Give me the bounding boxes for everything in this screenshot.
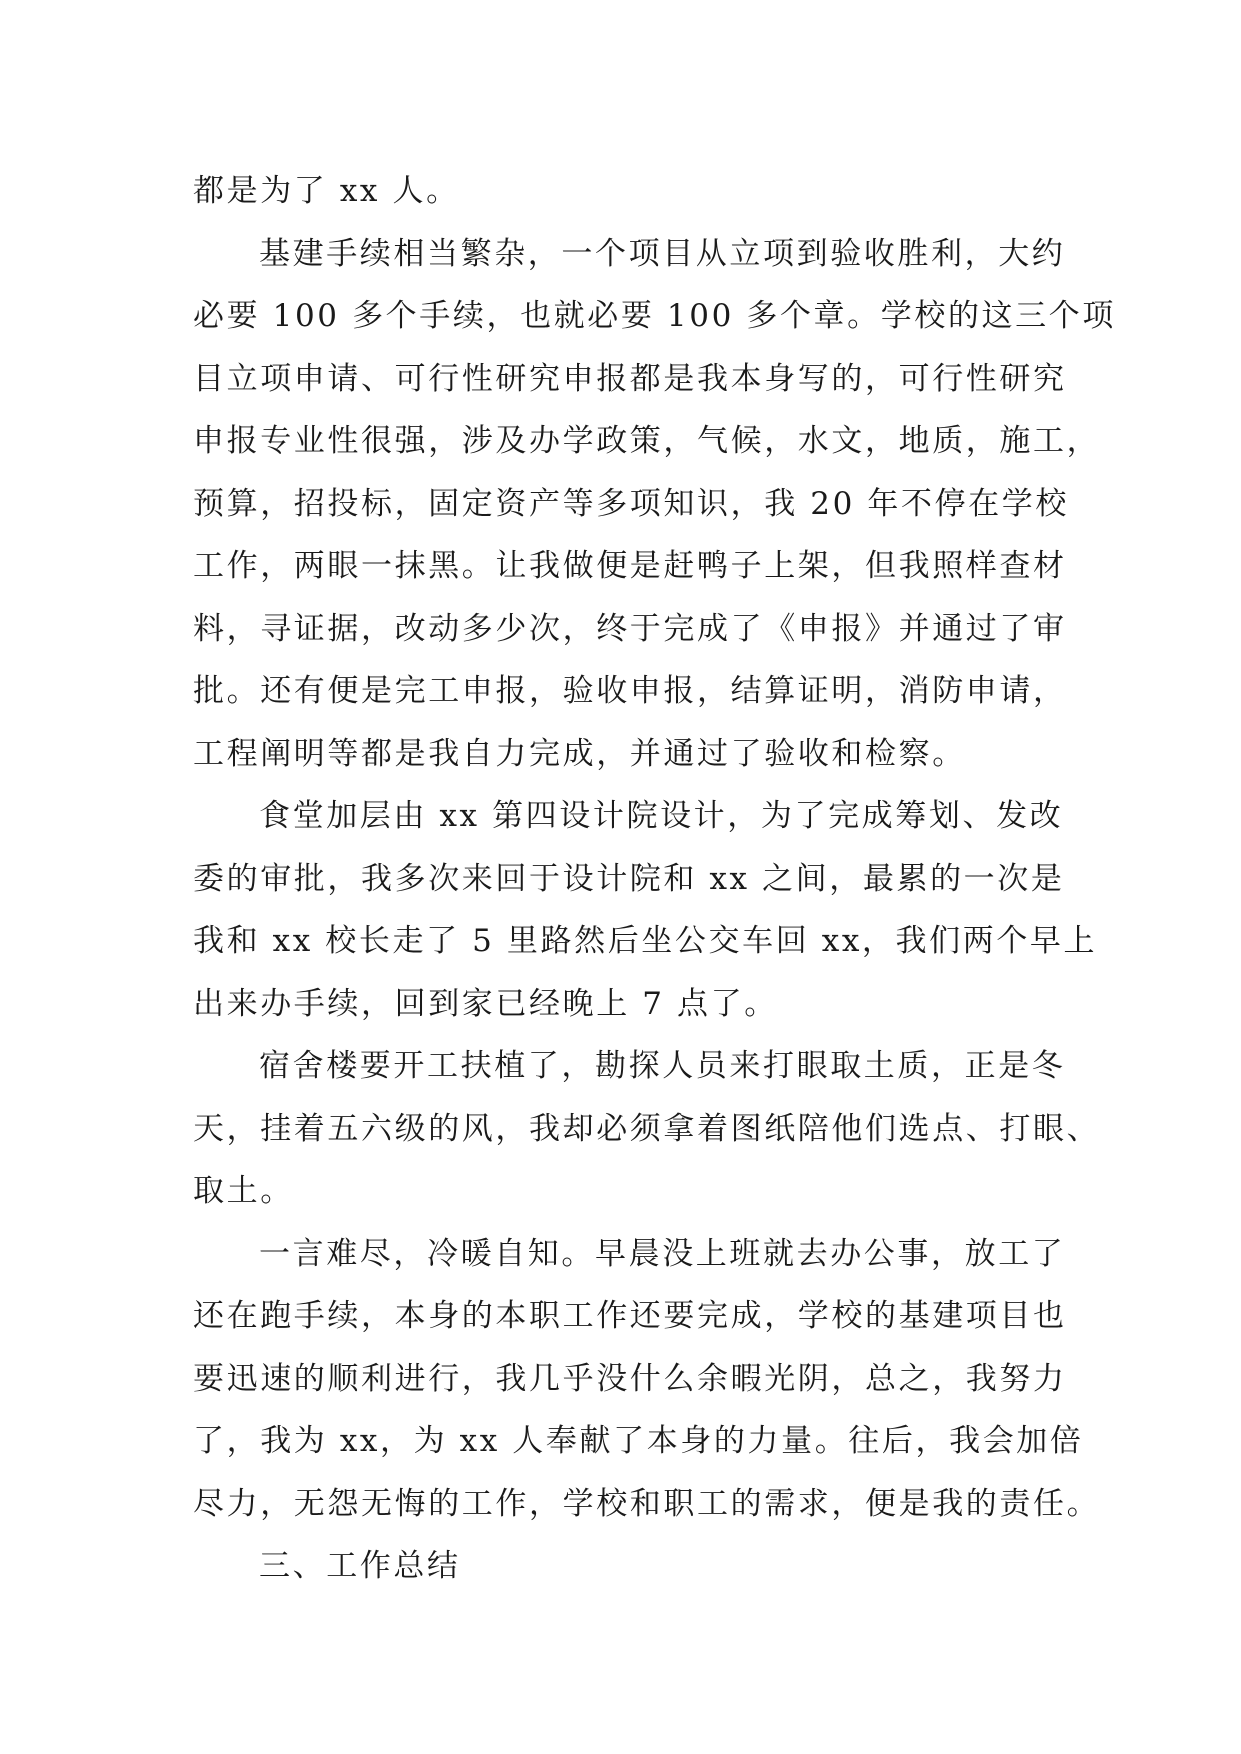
text-line: 了，我为 xx，为 xx 人奉献了本身的力量。往后，我会加倍: [193, 1423, 1084, 1459]
text-line: 宿舍楼要开工扶植了，勘探人员来打眼取土质，正是冬: [259, 1048, 1066, 1084]
text-line: 我和 xx 校长走了 5 里路然后坐公交车回 xx，我们两个早上: [193, 923, 1098, 959]
text-line: 取土。: [193, 1173, 294, 1209]
text-line: 预算，招投标，固定资产等多项知识，我 20 年不停在学校: [193, 485, 1069, 522]
text-line: 工程阐明等都是我自力完成，并通过了验收和检察。: [193, 735, 966, 772]
text-line: 一言难尽，冷暖自知。早晨没上班就去办公事，放工了: [259, 1235, 1066, 1272]
text-line: 食堂加层由 xx 第四设计院设计，为了完成筹划、发改: [259, 798, 1064, 834]
text-line: 批。还有便是完工申报，验收申报，结算证明，消防申请，: [193, 673, 1067, 709]
section-heading: 三、工作总结: [259, 1548, 461, 1584]
text-line: 委的审批，我多次来回于设计院和 xx 之间，最累的一次是: [193, 860, 1065, 897]
text-line: 工作，两眼一抹黑。让我做便是赶鸭子上架，但我照样查材: [193, 548, 1067, 584]
text-line: 目立项申请、可行性研究申报都是我本身写的，可行性研究: [193, 360, 1067, 397]
text-line: 还在跑手续，本身的本职工作还要完成，学校的基建项目也: [193, 1298, 1067, 1334]
text-line: 都是为了 xx 人。: [193, 173, 460, 209]
text-line: 必要 100 多个手续，也就必要 100 多个章。学校的这三个项: [193, 298, 1116, 334]
text-line: 申报专业性很强，涉及办学政策，气候，水文，地质，施工，: [193, 423, 1101, 459]
document-body: [193, 160, 1116, 1598]
text-line: 尽力，无怨无悔的工作，学校和职工的需求，便是我的责任。: [193, 1485, 1101, 1522]
text-line: 天，挂着五六级的风，我却必须拿着图纸陪他们选点、打眼、: [193, 1110, 1101, 1147]
text-line: 基建手续相当繁杂，一个项目从立项到验收胜利，大约: [259, 235, 1066, 272]
text-line: 出来办手续，回到家已经晚上 7 点了。: [193, 985, 778, 1022]
text-line: 要迅速的顺利进行，我几乎没什么余暇光阴，总之，我努力: [193, 1360, 1067, 1397]
text-line: 料，寻证据，改动多少次，终于完成了《申报》并通过了审: [193, 610, 1067, 647]
